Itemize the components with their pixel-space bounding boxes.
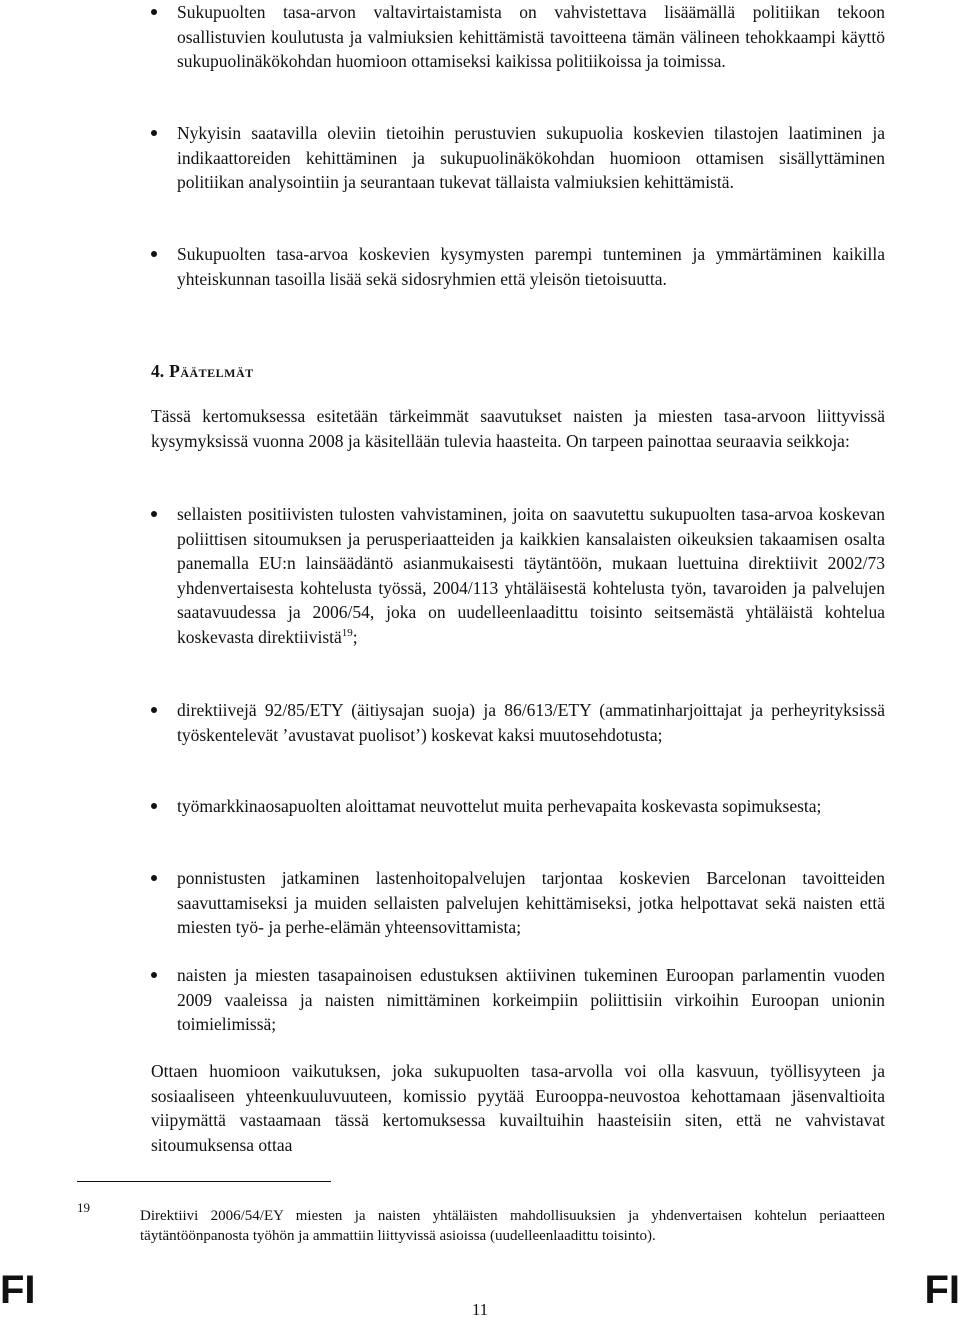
bullet-text: direktiivejä 92/85/ETY (äitiysajan suoja) ja 86/613/ETY (ammatinharjoittajat ja perheyrityksissä työskentelevät ’avustavat puolisot’) koskevat kaksi muutosehdotusta;	[177, 700, 885, 745]
section-number: 4.	[151, 361, 165, 381]
list-item	[177, 794, 885, 819]
bullet-text: Nykyisin saatavilla oleviin tietoihin perustuvien sukupuolia koskevien tilastojen laatiminen ja indikaattoreiden kehittäminen ja sukupuolinäkökohdan huomioon ottamisen sisällyttäminen politiikan analysointiin ja seurantaan tukevat tällaista valmiuksien kehittämistä.	[177, 123, 885, 192]
list-item	[177, 0, 885, 74]
footnote-reference[interactable]: 19	[341, 626, 353, 639]
bullet-text: Sukupuolten tasa-arvon valtavirtaistamista on vahvistettava lisäämällä politiikan tekoon osallistuvien koulutusta ja valmiuksien kehittämistä tavoitteena tämän välineen tehokkaampi käyttö sukupuolinäkökohdan huomioon ottamiseksi kaikissa politiikoissa ja toimissa.	[177, 2, 885, 71]
list-item	[177, 242, 885, 291]
bullet-text: naisten ja miesten tasapainoisen edustuksen aktiivinen tukeminen Euroopan parlamentin vuoden 2009 vaaleissa ja naisten nimittäminen korkeimpiin poliittisiin virkoihin Euroopan unionin toimielimissä;	[177, 965, 885, 1034]
list-item	[177, 502, 885, 649]
bullet-text: työmarkkinaosapuolten aloittamat neuvottelut muita perhevapaita koskevasta sopimuksesta;	[177, 796, 822, 816]
page-number: 11	[471, 1300, 489, 1319]
section-title: Päätelmät	[169, 361, 254, 381]
bullet-text: sellaisten positiivisten tulosten vahvistaminen, joita on saavutettu sukupuolten tasa-arvoa koskevan poliittisen sitoumuksen ja perusperiaatteiden ja kaikkien kansalaisten oikeuksien takaamisen osalta panemalla EU:n lainsäädäntö asianmukaisesti täytäntöön, mukaan luettuina direktiivit 2002/73 yhdenvertaisesta kohtelusta työssä, 2004/113 yhtäläisestä kohtelusta työn, tavaroiden ja palvelujen saatavuudessa ja 2006/54, joka on uudelleenlaadittu toisinto seitsemästä yhtäläistä kohtelua koskevasta direktiivistä	[177, 504, 885, 647]
bullet-tail: ;	[352, 626, 358, 647]
bullet-text: ponnistusten jatkaminen lastenhoitopalvelujen tarjontaa koskevien Barcelonan tavoitteiden saavuttamiseksi ja muiden sellaisten palvelujen kehittämiseksi, jotka helpottavat sekä naisten että miesten työ- ja perhe-elämän yhteensovittamista;	[177, 868, 885, 937]
section-intro: Tässä kertomuksessa esitetään tärkeimmät saavutukset naisten ja miesten tasa-arvoon liittyvissä kysymyksissä vuonna 2008 ja käsitellään tulevia haasteita. On tarpeen painottaa seuraavia seikkoja:	[151, 406, 885, 451]
list-item	[177, 866, 885, 940]
language-code-left: FI	[0, 1268, 36, 1312]
footnote-text: Direktiivi 2006/54/EY miesten ja naisten yhtäläisten mahdollisuuksien ja yhdenvertaisen kohtelun periaatteen täytäntöönpanosta työhön ja ammattiin liittyvissä asioissa (uudelleenlaadittu toisinto).	[140, 1208, 885, 1244]
language-code-right: FI	[924, 1268, 960, 1312]
list-item	[177, 698, 885, 747]
closing-paragraph: Ottaen huomioon vaikutuksen, joka sukupuolten tasa-arvolla voi olla kasvuun, työllisyyteen ja sosiaaliseen yhteenkuuluvuuteen, komissio pyytää Eurooppa-neuvostoa kehottamaan jäsenvaltioita viipymättä vastaamaan tässä kertomuksessa kuvailtuihin haasteisiin siten, että ne vahvistavat sitoumuksensa ottaa	[151, 1061, 885, 1155]
list-item	[177, 963, 885, 1037]
bullet-text: Sukupuolten tasa-arvoa koskevien kysymysten parempi tunteminen ja ymmärtäminen kaikilla yhteiskunnan tasoilla lisää sekä sidosryhmien että yleisön tietoisuutta.	[177, 244, 885, 289]
list-item	[177, 121, 885, 195]
footnote-marker: 19	[77, 1200, 90, 1215]
footnote-divider	[77, 1181, 331, 1182]
